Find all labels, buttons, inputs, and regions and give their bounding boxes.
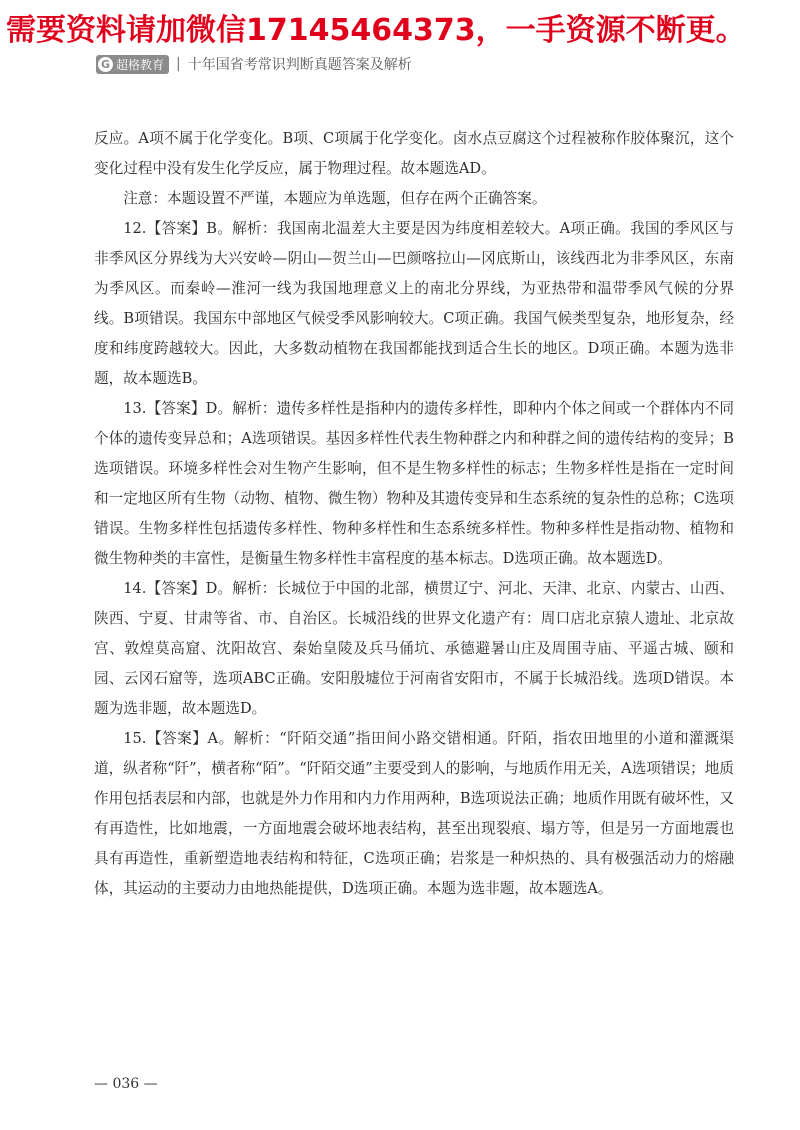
- page-header: [96, 54, 412, 74]
- brand-logo: [96, 55, 169, 74]
- paragraph-answer-14: 14.【答案】D。解析：长城位于中国的北部，横贯辽宁、河北、天津、北京、内蒙古、山西、陕西、宁夏、甘肃等省、市、自治区。长城沿线的世界文化遗产有：周口店北京猿人遗址、北京故宫、敦煌莫高窟、沈阳故宫、秦始皇陵及兵马俑坑、承德避暑山庄及周围寺庙、平遥古城、颐和园、云冈石窟等，选项ABC正确。安阳殷墟位于河南省安阳市，不属于长城沿线。选项D错误。本题为选非题，故本题选D。: [94, 580, 734, 717]
- paragraph-continuation: 反应。A项不属于化学变化。B项、C项属于化学变化。卤水点豆腐这个过程被称作胶体聚沉，这个变化过程中没有发生化学反应，属于物理过程。故本题选AD。: [94, 130, 734, 177]
- paragraph-answer-15: 15.【答案】A。解析：“阡陌交通”指田间小路交错相通。阡陌，指农田地里的小道和灌溉渠道，纵者称“阡”，横者称“陌”。“阡陌交通”主要受到人的影响，与地质作用无关，A选项错误；地质作用包括表层和内部，也就是外力作用和内力作用两种，B选项说法正确；地质作用既有破坏性，又有再造性，比如地震，一方面地震会破坏地表结构，甚至出现裂痕、塌方等，但是另一方面地震也具有再造性，重新塑造地表结构和特征，C选项正确；岩浆是一种炽热的、具有极强活动力的熔融体，其运动的主要动力由地热能提供，D选项正确。本题为选非题，故本题选A。: [94, 730, 734, 897]
- paragraph-answer-13: 13.【答案】D。解析：遗传多样性是指种内的遗传多样性，即种内个体之间或一个群体内不同个体的遗传变异总和；A选项错误。基因多样性代表生物种群之内和种群之间的遗传结构的变异；B选项错误。环境多样性会对生物产生影响，但不是生物多样性的标志；生物多样性是指在一定时间和一定地区所有生物（动物、植物、微生物）物种及其遗传变异和生态系统的复杂性的总称；C选项错误。生物多样性包括遗传多样性、物种多样性和生态系统多样性。物种多样性是指动物、植物和微生物种类的丰富性，是衡量生物多样性丰富程度的基本标志。D选项正确。故本题选D。: [94, 400, 734, 567]
- brand-logo-text: 超格教育: [116, 57, 165, 72]
- watermark-banner: 需要资料请加微信17145464373，一手资源不断更。: [6, 13, 746, 48]
- paragraph-note: 注意：本题设置不严谨，本题应为单选题，但存在两个正确答案。: [123, 190, 547, 207]
- header-title: 十年国省考常识判断真题答案及解析: [187, 57, 412, 73]
- paragraph-answer-12: 12.【答案】B。解析：我国南北温差大主要是因为纬度相差较大。A项正确。我国的季风区与非季风区分界线为大兴安岭—阴山—贺兰山—巴颜喀拉山—冈底斯山，该线西北为非季风区，东南为季风区。而秦岭—淮河一线为我国地理意义上的南北分界线，为亚热带和温带季风气候的分界线。B项错误。我国东中部地区气候受季风影响较大。C项正确。我国气候类型复杂，地形复杂，经度和纬度跨越较大。因此，大多数动植物在我国都能找到适合生长的地区。D项正确。本题为选非题，故本题选B。: [94, 220, 734, 387]
- header-separator: |: [176, 56, 181, 72]
- page-body: [94, 124, 734, 904]
- brand-logo-icon: G: [98, 57, 113, 72]
- page-number: — 036 —: [94, 1076, 158, 1092]
